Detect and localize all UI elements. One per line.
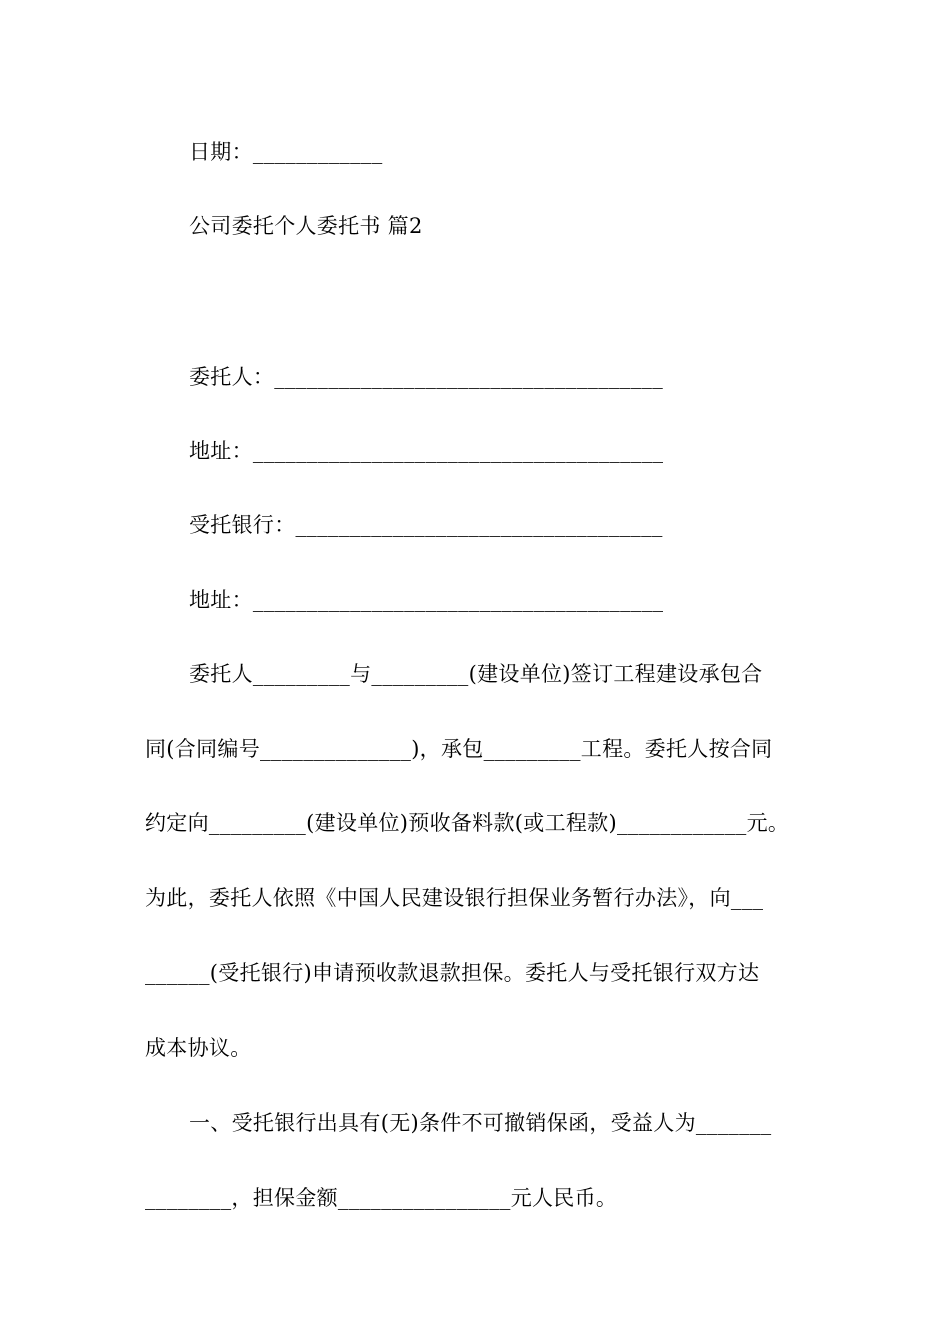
section-title: 公司委托个人委托书 篇2	[189, 214, 423, 238]
date-line: 日期：____________	[189, 140, 383, 164]
trustee-bank-line: 受托银行：__________________________________	[189, 513, 663, 537]
paragraph-line: 委托人_________与_________(建设单位)签订工程建设承包合	[189, 662, 763, 686]
clause-line: ________，担保金额________________元人民币。	[145, 1186, 618, 1210]
paragraph-line: 成本协议。	[145, 1036, 252, 1060]
paragraph-line: 约定向_________(建设单位)预收备料款(或工程款)____________元。	[145, 811, 790, 835]
principal-line: 委托人：____________________________________	[189, 365, 663, 389]
paragraph-line: ______(受托银行)申请预收款退款担保。委托人与受托银行双方达	[145, 961, 760, 985]
principal-address-line: 地址：______________________________________	[189, 439, 664, 463]
bank-address-line: 地址：______________________________________	[189, 588, 664, 612]
clause-line: 一、受托银行出具有(无)条件不可撤销保函，受益人为_______	[189, 1111, 772, 1135]
paragraph-line: 同(合同编号______________)，承包_________工程。委托人按合同	[145, 737, 773, 761]
paragraph-line: 为此，委托人依照《中国人民建设银行担保业务暂行办法》，向___	[145, 886, 764, 910]
